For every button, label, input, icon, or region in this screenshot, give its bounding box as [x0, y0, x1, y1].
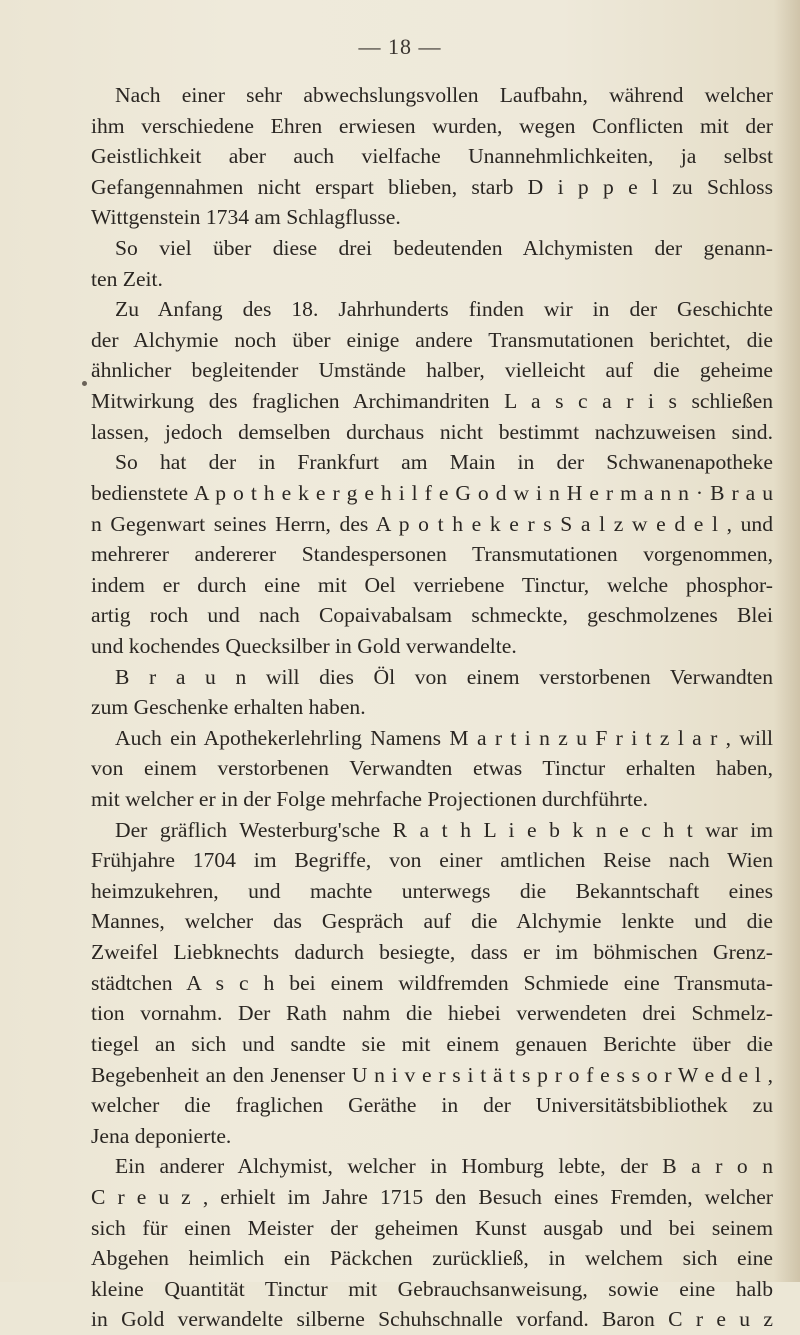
text-line: Wittgenstein 1734 am Schlagflusse. [91, 205, 401, 230]
text-line: Zu Anfang des 18. Jahrhunderts finden wir in der Geschichte [115, 297, 773, 322]
text-line: zum Geschenke erhalten haben. [91, 695, 366, 720]
text-line: Geistlichkeit aber auch vielfache Unannehmlichkeiten, ja selbst [91, 144, 773, 169]
text-line: So hat der in Frankfurt am Main in der Schwanenapotheke [115, 450, 773, 475]
page-number: — 18 — [358, 34, 442, 59]
text-line: lassen, jedoch demselben durchaus nicht bestimmt nachzuweisen sind. [91, 419, 773, 444]
text-line: kleine Quantität Tinctur mit Gebrauchsanweisung, sowie eine halb [91, 1276, 773, 1301]
text-line: Frühjahre 1704 im Begriffe, von einer amtlichen Reise nach Wien [91, 848, 773, 873]
text-line: artig roch und nach Copaivabalsam schmeckte, geschmolzenes Blei [91, 603, 773, 628]
text-line: ihm verschiedene Ehren erwiesen wurden, wegen Conflicten mit der [91, 113, 773, 138]
text-line: n Gegenwart seines Herrn, des A p o t h e k e r s S a l z w e d e l , und [91, 511, 773, 536]
text-line: bedienstete A p o t h e k e r g e h i l f e G o d w i n H e r m a n n · B r a u [91, 480, 773, 505]
text-line: Der gräflich Westerburg'sche R a t h L i e b k n e c h t war im [115, 817, 773, 842]
page-edge-shadow [774, 0, 800, 1282]
text-line: Begebenheit an den Jenenser U n i v e r s i t ä t s p r o f e s s o r W e d e l , [91, 1062, 773, 1087]
text-line: Gefangennahmen nicht erspart blieben, starb D i p p e l zu Schloss [91, 174, 773, 199]
text-line: mehrerer andererer Standespersonen Transmutationen vorgenommen, [91, 542, 773, 567]
text-line: Ein anderer Alchymist, welcher in Homburg lebte, der B a r o n [115, 1154, 773, 1179]
text-line: heimzukehren, und machte unterwegs die Bekanntschaft eines [91, 878, 773, 903]
text-line: tion vornahm. Der Rath nahm die hiebei verwendeten drei Schmelz- [91, 1001, 773, 1026]
margin-mark [82, 381, 87, 386]
text-line: in Gold verwandelte silberne Schuhschnalle vorfand. Baron C r e u z [91, 1307, 773, 1332]
text-line: und kochendes Quecksilber in Gold verwandelte. [91, 633, 517, 658]
text-line: ähnlicher begleitender Umstände halber, vielleicht auf die geheime [91, 358, 773, 383]
text-line: So viel über diese drei bedeutenden Alchymisten der genann- [115, 236, 773, 261]
text-line: Mannes, welcher das Gespräch auf die Alchymie lenkte und die [91, 909, 773, 934]
text-line: der Alchymie noch über einige andere Transmutationen berichtet, die [91, 327, 773, 352]
text-line: Auch ein Apothekerlehrling Namens M a r t i n z u F r i t z l a r , will [115, 725, 773, 750]
text-line: indem er durch eine mit Oel verriebene Tinctur, welche phosphor- [91, 572, 773, 597]
text-line: Abgehen heimlich ein Päckchen zurückließ, in welchem sich eine [91, 1246, 773, 1271]
text-line: B r a u n will dies Öl von einem verstorbenen Verwandten [115, 664, 773, 689]
text-line: Jena deponierte. [91, 1123, 232, 1148]
text-line: ten Zeit. [91, 266, 163, 291]
text-line: sich für einen Meister der geheimen Kunst ausgab und bei seinem [91, 1215, 773, 1240]
text-line: von einem verstorbenen Verwandten etwas Tinctur erhalten haben, [91, 756, 773, 781]
text-line: Mitwirkung des fraglichen Archimandriten L a s c a r i s schließen [91, 389, 773, 414]
text-line: städtchen A s c h bei einem wildfremden Schmiede eine Transmuta- [91, 970, 773, 995]
text-line: Zweifel Liebknechts dadurch besiegte, dass er im böhmischen Grenz- [91, 940, 773, 965]
text-line: mit welcher er in der Folge mehrfache Projectionen durchführte. [91, 787, 649, 812]
text-line: C r e u z , erhielt im Jahre 1715 den Besuch eines Fremden, welcher [91, 1184, 773, 1209]
text-line: tiegel an sich und sandte sie mit einem genauen Berichte über die [91, 1031, 773, 1056]
text-line: welcher die fraglichen Geräthe in der Universitätsbibliothek zu [91, 1093, 773, 1118]
text-line: Nach einer sehr abwechslungsvollen Laufbahn, während welcher [115, 83, 773, 107]
body-text [91, 80, 773, 1335]
